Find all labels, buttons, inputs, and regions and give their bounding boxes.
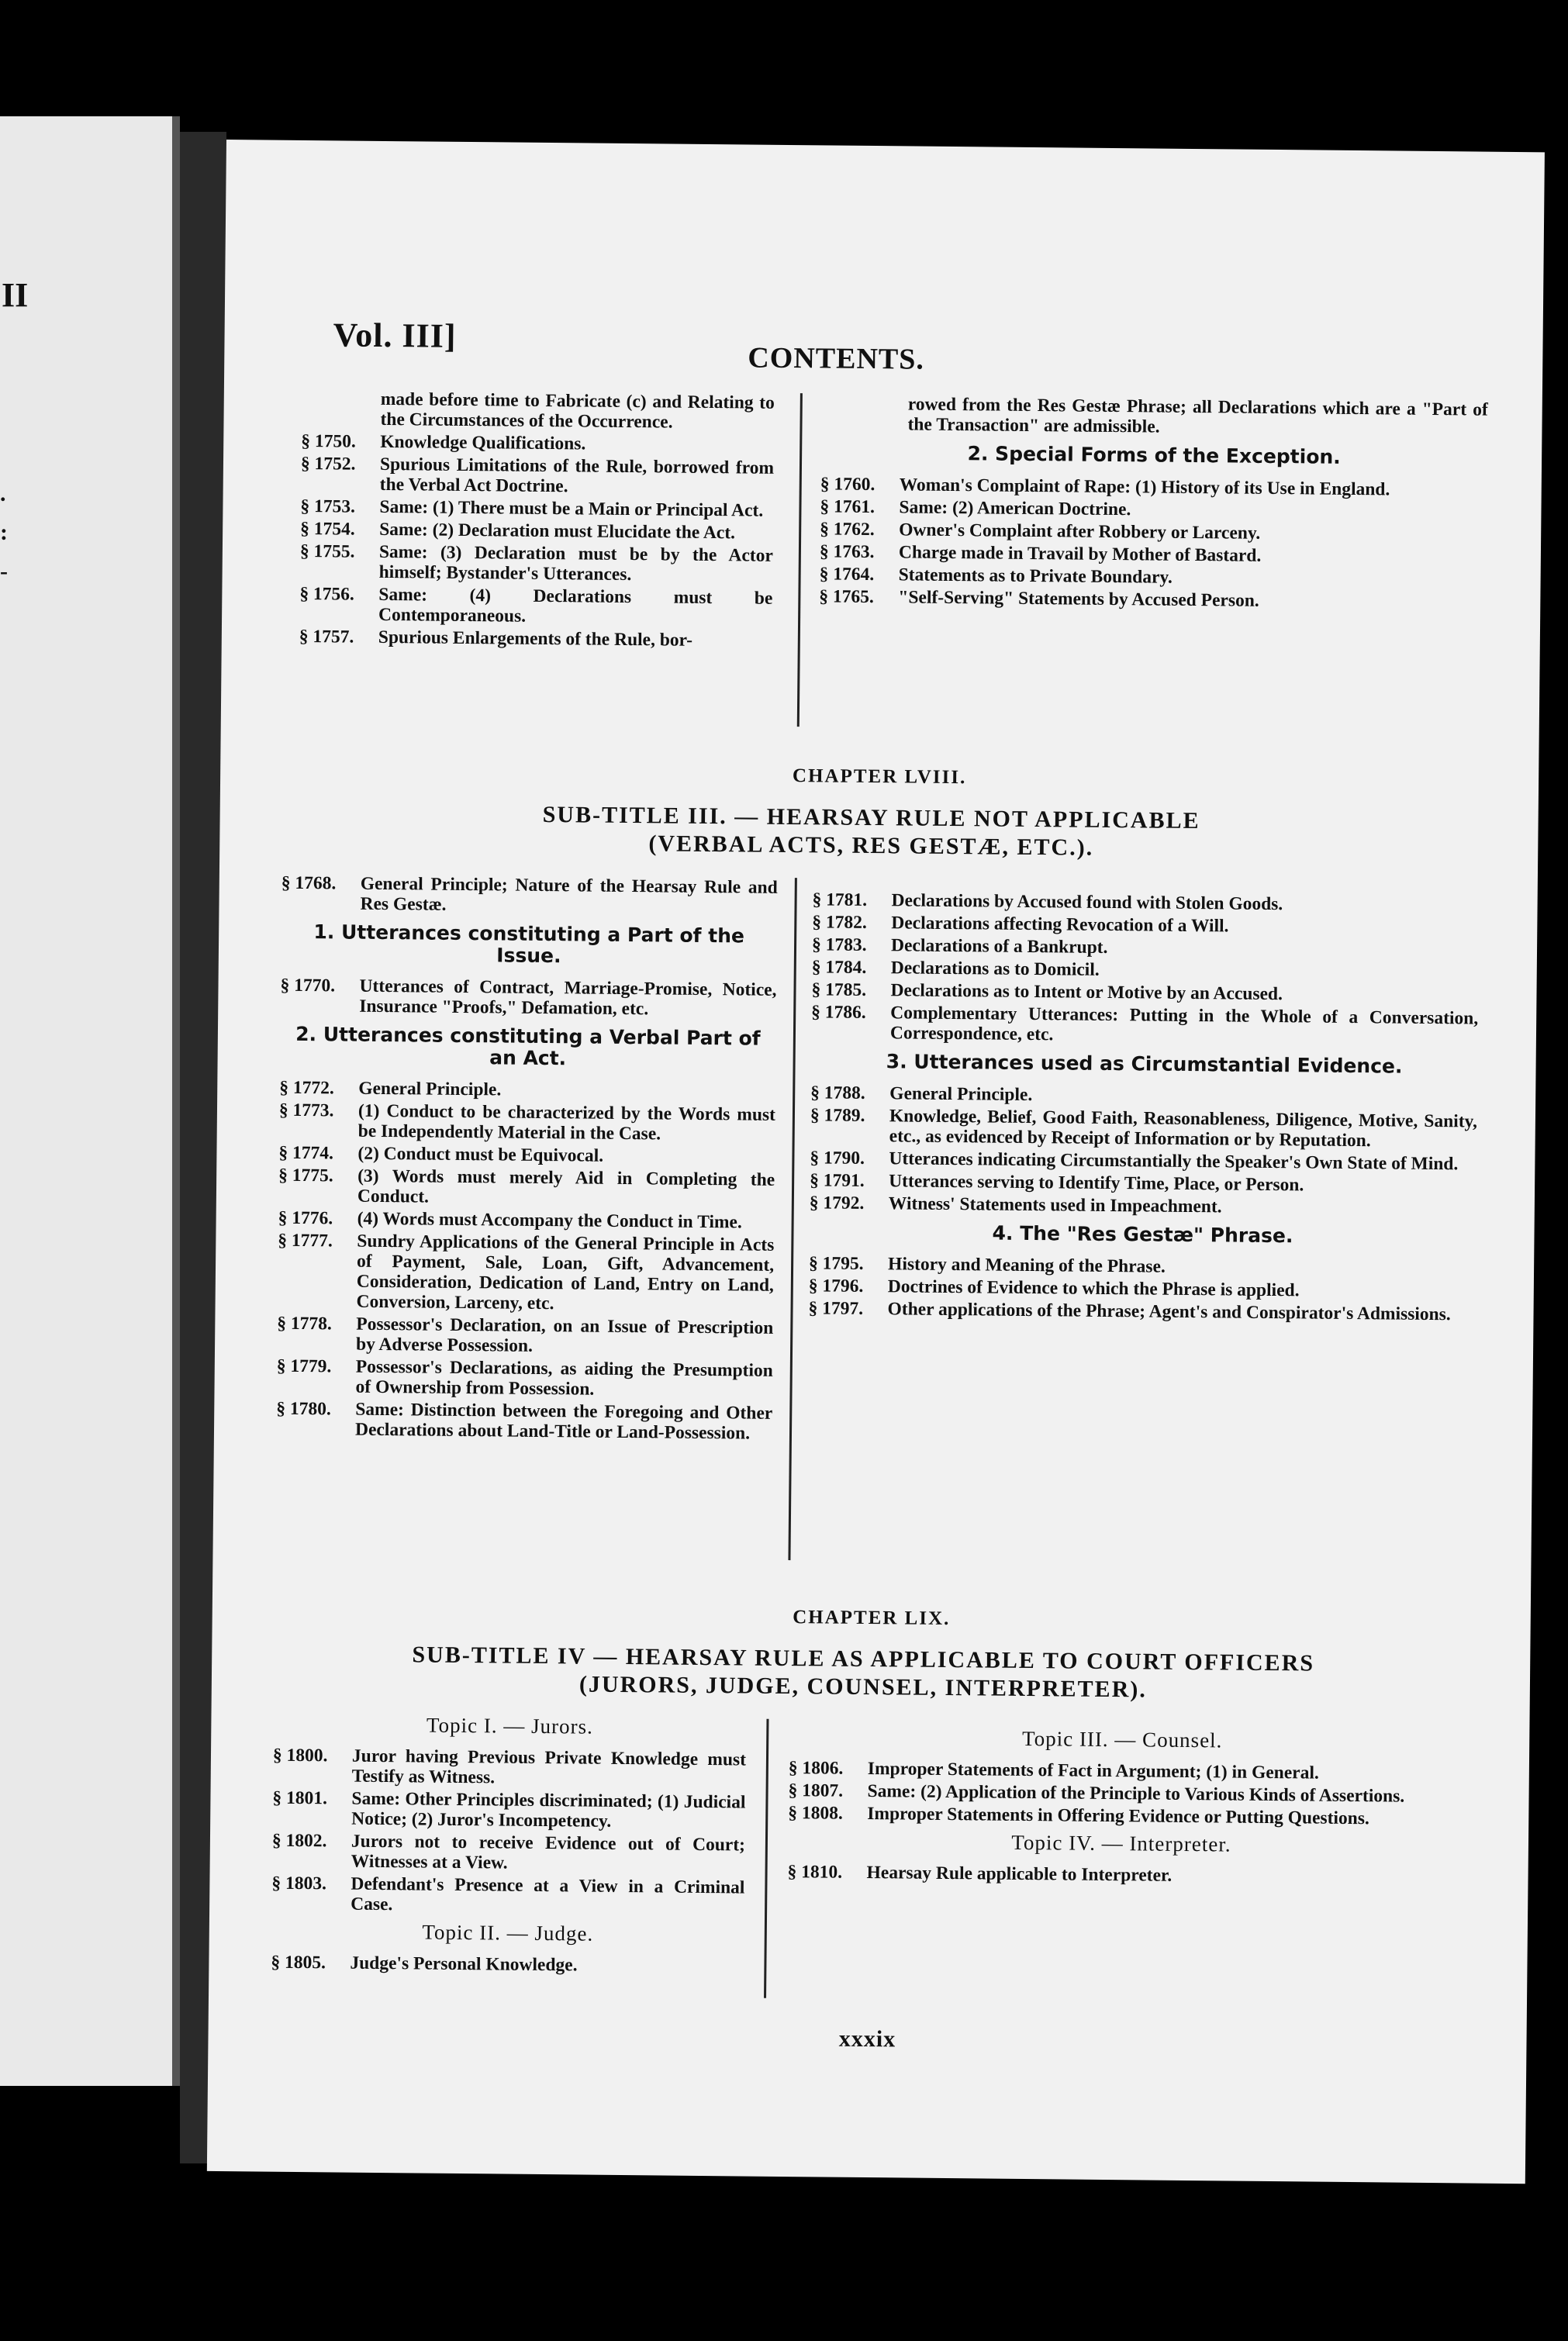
section-number: § 1800. xyxy=(272,1745,328,1766)
entry-title: General Principle. xyxy=(358,1078,502,1100)
section-heading: 4. The "Res Gestæ" Phrase. xyxy=(992,1221,1293,1248)
entry-title: Judge's Personal Knowledge. xyxy=(350,1953,578,1976)
toc-entry xyxy=(300,496,773,521)
page-title: CONTENTS. xyxy=(748,341,925,376)
toc-entry xyxy=(811,979,1478,1006)
entry-title: History and Meaning of the Phrase. xyxy=(887,1254,1166,1277)
topic-heading: Topic IV. — Interpreter. xyxy=(1011,1830,1231,1856)
entry-title: Utterances indicating Circumstantially the Speaker's Own State of Mind. xyxy=(889,1148,1459,1175)
section-number: § 1754. xyxy=(300,518,355,540)
ch58-left-column xyxy=(276,873,778,1446)
entry-title: Improper Statements of Fact in Argument; (1) in General. xyxy=(867,1759,1319,1783)
toc-entry xyxy=(276,1356,772,1401)
entry-title: Same: (3) Declaration must be by the Actor himself; Bystander's Utterances. xyxy=(378,541,774,585)
toc-entry xyxy=(271,1953,744,1977)
volume-header: Vol. III] xyxy=(333,316,457,355)
chapter-heading: CHAPTER LIX. xyxy=(793,1607,951,1630)
section-number: § 1779. xyxy=(276,1355,332,1377)
section-number: § 1785. xyxy=(811,979,867,1000)
section-number: § 1761. xyxy=(820,496,876,518)
section-number: § 1777. xyxy=(278,1230,333,1252)
toc-entry: § 1768. General Principle; Nature of the Hearsay Rule and Res Gestæ. xyxy=(281,872,778,915)
entry-title: General Principle. xyxy=(889,1083,1033,1106)
toc-entry xyxy=(272,1788,745,1833)
entry-title: Defendant's Presence at a View in a Criminal Case. xyxy=(351,1873,745,1915)
top-left-column xyxy=(299,388,775,654)
entry-title: Sundry Applications of the General Principle in Acts of Payment, Sale, Loan, Gift, Advancement, Consideration, Dedication of Land, Entry on Land, Conversion, Larceny, etc. xyxy=(356,1231,775,1314)
entry-title: Utterances serving to Identify Time, Place, or Person. xyxy=(889,1171,1304,1196)
toc-entry xyxy=(278,1143,775,1168)
section-number: § 1752. xyxy=(300,453,356,475)
entry-title: Knowledge, Belief, Good Faith, Reasonableness, Diligence, Motive, Sanity, etc., as evidenced by Receipt of Information or by Reputation. xyxy=(889,1106,1478,1152)
section-number: § 1802. xyxy=(271,1830,327,1852)
section-number: § 1757. xyxy=(299,626,354,647)
section-number: § 1775. xyxy=(278,1165,333,1186)
entry-title: Same: (2) Application of the Principle to Various Kinds of Assertions. xyxy=(867,1781,1405,1807)
ch59-left-column xyxy=(271,1707,746,1980)
toc-entry xyxy=(820,519,1487,545)
section-number: § 1760. xyxy=(820,474,876,495)
entry-title: Jurors not to receive Evidence out of Court; Witnesses at a View. xyxy=(351,1831,746,1873)
column-divider xyxy=(797,393,803,727)
section-heading: 3. Utterances used as Circumstantial Evidence. xyxy=(886,1050,1403,1078)
toc-entry xyxy=(301,454,774,499)
topic-heading: Topic III. — Counsel. xyxy=(1021,1726,1223,1752)
toc-entry xyxy=(279,1078,775,1103)
section-number: § 1773. xyxy=(278,1100,334,1121)
section-number: § 1796. xyxy=(808,1276,864,1297)
entry-title: Same: (2) Declaration must Elucidate the Act. xyxy=(379,519,736,544)
section-number: § 1756. xyxy=(299,583,355,605)
toc-entry xyxy=(810,1170,1476,1196)
section-number: § 1774. xyxy=(278,1142,334,1164)
entry-title: "Self-Serving" Statements by Accused Person. xyxy=(898,587,1259,611)
section-heading: 2. Special Forms of the Exception. xyxy=(967,442,1341,468)
toc-entry xyxy=(812,912,1479,938)
entry-title: Possessor's Declaration, on an Issue of Prescription by Adverse Possession. xyxy=(355,1314,774,1356)
entry-title: Owner's Complaint after Robbery or Larceny. xyxy=(899,520,1261,544)
section-number: § 1797. xyxy=(808,1298,864,1319)
entry-title: Spurious Limitations of the Rule, borrowed from the Verbal Act Doctrine. xyxy=(379,454,775,497)
entry-title: Declarations by Accused found with Stolen Goods. xyxy=(891,890,1283,915)
section-number: § 1792. xyxy=(809,1193,865,1214)
entry-title: (2) Conduct must be Equivocal. xyxy=(357,1143,604,1166)
margin-mark: . xyxy=(0,481,6,506)
entry-title: Statements as to Private Boundary. xyxy=(898,565,1173,588)
entry-title: Spurious Enlargements of the Rule, bor- xyxy=(378,627,693,651)
contents-page xyxy=(207,140,1545,2184)
topic-heading: Topic I. — Jurors. xyxy=(426,1713,593,1738)
toc-entry xyxy=(809,1276,1476,1302)
toc-entry xyxy=(787,1862,1454,1888)
toc-entry xyxy=(271,1873,744,1918)
entry-title: Hearsay Rule applicable to Interpreter. xyxy=(866,1863,1173,1886)
entry-title: Same: (4) Declarations must be Contemporaneous. xyxy=(378,584,773,627)
toc-entry xyxy=(810,1105,1477,1152)
toc-entry xyxy=(789,1758,1456,1784)
section-number: § 1765. xyxy=(819,586,874,608)
subtitle-heading: SUB-TITLE IV — HEARSAY RULE AS APPLICABLE TO COURT OFFICERS xyxy=(412,1642,1315,1676)
section-number: § 1783. xyxy=(811,934,867,955)
section-number: § 1753. xyxy=(300,495,356,517)
toc-entry xyxy=(299,627,772,651)
toc-entry xyxy=(812,957,1479,983)
entry-title: Complementary Utterances: Putting in the Whole of a Conversation, Correspondence, etc. xyxy=(889,1003,1479,1045)
toc-entry xyxy=(811,1002,1478,1048)
section-number: § 1808. xyxy=(788,1803,843,1824)
entry-title: Woman's Complaint of Rape: (1) History of its Use in England. xyxy=(899,475,1390,500)
ch59-right-column xyxy=(787,1719,1456,1890)
toc-entry xyxy=(809,1253,1476,1279)
section-number: § 1776. xyxy=(278,1207,333,1229)
previous-page-edge xyxy=(0,116,180,2086)
entry-title: Declarations of a Bankrupt. xyxy=(890,935,1108,958)
toc-entry xyxy=(300,541,773,586)
section-number: § 1763. xyxy=(819,541,875,563)
entry-title: Same: Distinction between the Foregoing and Other Declarations about Land-Title or Land-Possession. xyxy=(354,1399,773,1444)
column-divider xyxy=(764,1719,768,1998)
toc-entry xyxy=(278,1231,775,1316)
toc-entry xyxy=(820,474,1487,500)
continued-entry: rowed from the Res Gestæ Phrase; all Declarations which are a "Part of the Transaction" are admissible. xyxy=(907,394,1488,437)
subtitle-heading: (JURORS, JUDGE, COUNSEL, INTERPRETER). xyxy=(579,1671,1147,1703)
continued-entry: made before time to Fabricate (c) and Relating to the Circumstances of the Occurrence. xyxy=(380,388,775,433)
section-number: § 1801. xyxy=(272,1787,328,1809)
section-number: § 1772. xyxy=(279,1077,334,1099)
section-number: § 1780. xyxy=(276,1398,331,1420)
toc-entry xyxy=(788,1780,1455,1807)
margin-mark: : xyxy=(0,520,8,545)
toc-entry xyxy=(301,431,774,456)
toc-entry xyxy=(299,584,772,629)
section-number: § 1810. xyxy=(787,1862,843,1883)
toc-entry xyxy=(277,1314,773,1359)
entry-title: (1) Conduct to be characterized by the Words must be Independently Material in the Case. xyxy=(357,1100,776,1145)
toc-entry: § 1770. Utterances of Contract, Marriage-Promise, Notice, Insurance "Proofs," Defamation, etc. xyxy=(280,975,777,1020)
toc-entry xyxy=(273,1745,746,1790)
toc-entry xyxy=(788,1803,1455,1829)
toc-entry xyxy=(820,496,1487,523)
top-right-column xyxy=(819,393,1488,615)
entry-title: Same: (1) There must be a Main or Principal Act. xyxy=(379,496,764,521)
toc-entry xyxy=(819,586,1486,613)
entry-title: Same: Other Principles discriminated; (1) Judicial Notice; (2) Juror's Incompetency. xyxy=(351,1788,746,1832)
entry-title: (4) Words must Accompany the Conduct in Time. xyxy=(357,1208,742,1233)
toc-entry xyxy=(810,1148,1476,1174)
entry-title: Same: (2) American Doctrine. xyxy=(899,497,1131,520)
entry-title: (3) Words must merely Aid in Completing the Conduct. xyxy=(357,1165,775,1207)
toc-entry xyxy=(300,519,773,544)
section-number: § 1764. xyxy=(819,564,875,585)
toc-entry xyxy=(808,1298,1475,1324)
entry-title: Witness' Statements used in Impeachment. xyxy=(888,1193,1222,1217)
section-number: § 1806. xyxy=(788,1758,844,1779)
section-number: § 1805. xyxy=(271,1952,326,1973)
section-number: § 1803. xyxy=(271,1873,327,1894)
section-number: § 1791. xyxy=(810,1170,865,1191)
toc-entry xyxy=(820,564,1487,590)
toc-entry xyxy=(810,1082,1477,1109)
entry-title: Charge made in Travail by Mother of Bastard. xyxy=(898,542,1262,566)
section-heading: 1. Utterances constituting a Part of the Issue. xyxy=(313,920,745,968)
entry-title: Doctrines of Evidence to which the Phrase is applied. xyxy=(887,1276,1300,1301)
entry-title: Knowledge Qualifications. xyxy=(380,431,586,454)
toc-entry xyxy=(812,934,1479,961)
toc-entry xyxy=(813,889,1480,916)
section-number: § 1762. xyxy=(820,519,875,540)
entry-title: Other applications of the Phrase; Agent's and Conspirator's Admissions. xyxy=(887,1299,1451,1325)
toc-entry xyxy=(279,1100,775,1145)
subtitle-heading: SUB-TITLE III. — HEARSAY RULE NOT APPLICABLE xyxy=(542,801,1200,834)
entry-title: Juror having Previous Private Knowledge must Testify as Witness. xyxy=(351,1745,747,1788)
margin-mark: II xyxy=(2,276,29,314)
chapter-heading: CHAPTER LVIII. xyxy=(792,765,967,789)
topic-heading: Topic II. — Judge. xyxy=(422,1920,594,1946)
section-number: § 1778. xyxy=(277,1313,332,1335)
section-number: § 1790. xyxy=(810,1148,865,1169)
section-number: § 1781. xyxy=(812,889,868,910)
toc-entry xyxy=(820,541,1487,568)
toc-entry xyxy=(272,1831,745,1876)
toc-entry xyxy=(278,1165,775,1210)
entry-title: Declarations as to Domicil. xyxy=(890,958,1100,980)
section-number: § 1750. xyxy=(301,430,356,452)
section-number: § 1784. xyxy=(811,957,867,978)
toc-entry xyxy=(276,1399,772,1444)
entry-title: Declarations affecting Revocation of a Will. xyxy=(891,913,1229,937)
margin-mark: - xyxy=(0,558,8,584)
entry-title: Declarations as to Intent or Motive by an Accused. xyxy=(890,980,1283,1005)
section-number: § 1795. xyxy=(808,1253,864,1274)
subtitle-heading: (VERBAL ACTS, RES GESTÆ, ETC.). xyxy=(648,830,1094,861)
section-number: § 1786. xyxy=(811,1002,866,1023)
section-number: § 1789. xyxy=(810,1105,865,1126)
section-number: § 1807. xyxy=(788,1780,844,1801)
section-number: § 1788. xyxy=(810,1082,865,1103)
section-number: § 1755. xyxy=(299,540,355,562)
entry-title: Possessor's Declarations, as aiding the Presumption of Ownership from Possession. xyxy=(355,1356,773,1400)
toc-entry xyxy=(278,1208,775,1233)
section-heading: 2. Utterances constituting a Verbal Part of an Act. xyxy=(295,1022,761,1070)
column-divider xyxy=(788,878,796,1560)
toc-entry xyxy=(810,1193,1476,1219)
page-number: xxxix xyxy=(838,2025,896,2053)
ch58-right-column xyxy=(808,889,1479,1327)
section-number: § 1782. xyxy=(812,912,867,933)
entry-title: Improper Statements in Offering Evidence or Putting Questions. xyxy=(867,1804,1369,1829)
